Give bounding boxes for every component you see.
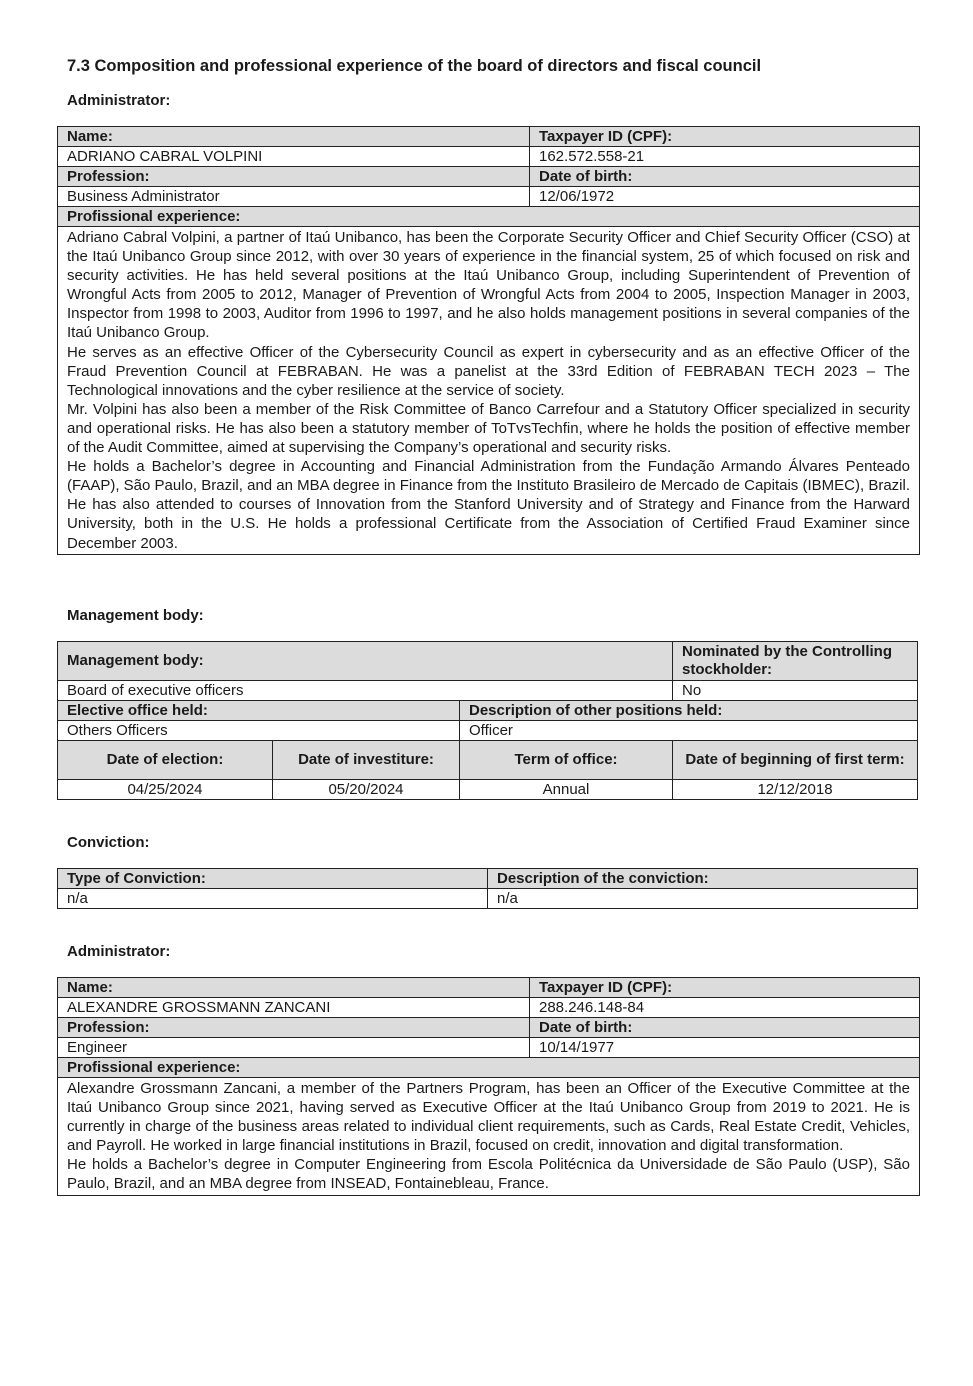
other-positions-label: Description of other positions held: (460, 701, 918, 721)
admin1-dob: 12/06/1972 (530, 187, 920, 207)
conviction-section-label: Conviction: (67, 834, 150, 851)
admin2-experience-label: Profissional experience: (58, 1058, 920, 1078)
nominated-value: No (673, 681, 918, 701)
admin2-name-label: Name: (58, 978, 530, 998)
conviction-table (57, 868, 918, 909)
admin2-dob-label: Date of birth: (530, 1018, 920, 1038)
admin2-taxpayer-id: 288.246.148-84 (530, 998, 920, 1018)
term-value: Annual (460, 780, 673, 800)
admin1-experience-label: Profissional experience: (58, 207, 920, 227)
admin2-experience-paragraph: He holds a Bachelor’s degree in Computer Engineering from Escola Politécnica da Universidade de São Paulo (USP), São Paulo, Brazil, and an MBA degree from INSEAD, Fontainebleau, France. (67, 1156, 910, 1193)
admin2-dob: 10/14/1977 (530, 1038, 920, 1058)
management-body-label: Management body: (58, 642, 673, 681)
conviction-type-label: Type of Conviction: (58, 869, 488, 889)
admin2-section-label: Administrator: (67, 943, 171, 960)
admin1-table (57, 126, 920, 555)
admin1-profession-label: Profession: (58, 167, 530, 187)
other-positions-value: Officer (460, 721, 918, 741)
admin1-taxpayer-label: Taxpayer ID (CPF): (530, 127, 920, 147)
admin1-experience-paragraph: He serves as an effective Officer of the Cybersecurity Council as expert in cybersecurity and as an effective Officer of the Fraud Prevention Council at FEBRABAN. He was a panelist at the 33rd Edition of FEBRABAN TECH 2023 – The Technological innovations and the cyber resilience at the service of society. (67, 343, 910, 399)
admin2-profession: Engineer (58, 1038, 530, 1058)
investiture-date: 05/20/2024 (273, 780, 460, 800)
admin1-section-label: Administrator: (67, 92, 171, 109)
conviction-description-label: Description of the conviction: (488, 869, 918, 889)
admin1-experience (58, 227, 920, 555)
election-date-label: Date of election: (58, 741, 273, 780)
admin2-experience-paragraph: Alexandre Grossmann Zancani, a member of the Partners Program, has been an Officer of the Executive Committee at the Itaú Unibanco Group since 2021, having served as Executive Officer at the Itaú Unibanco Group from 2019 to 2021. He is currently in charge of the business areas related to individual client requirements, such as Cards, Real Estate Credit, Vehicles, and Payroll. He worked in large financial institutions in Brazil, focused on credit, innovation and digital transformation. (67, 1080, 910, 1155)
management-body-value: Board of executive officers (58, 681, 673, 701)
admin1-profession: Business Administrator (58, 187, 530, 207)
elective-office-value: Others Officers (58, 721, 460, 741)
elective-office-label: Elective office held: (58, 701, 460, 721)
admin1-experience-paragraph: He holds a Bachelor’s degree in Accounting and Financial Administration from the Fundação Armando Álvares Penteado (FAAP), São Paulo, Brazil, and an MBA degree in Finance from the Instituto Brasileiro de Mercado de Capitais (IBMEC), Brazil. He has also attended to courses of Innovation from the Stanford University and of Strategy and Finance from the Harward University, both in the U.S. He holds a professional Certificate from the Association of Certified Fraud Examiner since December 2003. (67, 458, 910, 552)
admin1-experience-paragraph: Mr. Volpini has also been a member of the Risk Committee of Banco Carrefour and a Statutory Officer specialized in security and operational risks. He has also been a statutory member of ToTvsTechfin, where he holds the position of effective member of the Audit Committee, aimed at supervising the Company’s operational and security risks. (67, 400, 910, 457)
first-term-label: Date of beginning of first term: (673, 741, 918, 780)
election-date: 04/25/2024 (58, 780, 273, 800)
admin1-name: ADRIANO CABRAL VOLPINI (58, 147, 530, 167)
admin2-experience (58, 1078, 920, 1196)
page-title: 7.3 Composition and professional experience of the board of directors and fiscal council (67, 57, 762, 75)
admin2-profession-label: Profession: (58, 1018, 530, 1038)
admin2-table (57, 977, 920, 1196)
conviction-type: n/a (58, 889, 488, 909)
nominated-label: Nominated by the Controlling stockholder: (673, 642, 918, 681)
investiture-date-label: Date of investiture: (273, 741, 460, 780)
admin1-dob-label: Date of birth: (530, 167, 920, 187)
admin2-name: ALEXANDRE GROSSMANN ZANCANI (58, 998, 530, 1018)
management-section-label: Management body: (67, 607, 204, 624)
admin1-experience-paragraph: Adriano Cabral Volpini, a partner of Itaú Unibanco, has been the Corporate Security Officer and Chief Security Officer (CSO) at the Itaú Unibanco Group since 2012, with over 30 years of experience in the financial system, 25 of which focused on risk and security activities. He has held several positions at the Itaú Unibanco Group, including Superintendent of Prevention of Wrongful Acts from 2005 to 2012, Manager of Prevention of Wrongful Acts from 2004 to 2005, Inspection Manager in 2003, Inspector from 1998 to 2003, Auditor from 1996 to 1997, and he also holds management positions in several companies of the Itaú Unibanco Group. (67, 229, 910, 342)
admin1-taxpayer-id: 162.572.558-21 (530, 147, 920, 167)
management-table (57, 641, 918, 800)
admin2-taxpayer-label: Taxpayer ID (CPF): (530, 978, 920, 998)
term-label: Term of office: (460, 741, 673, 780)
first-term-date: 12/12/2018 (673, 780, 918, 800)
admin1-name-label: Name: (58, 127, 530, 147)
conviction-description: n/a (488, 889, 918, 909)
